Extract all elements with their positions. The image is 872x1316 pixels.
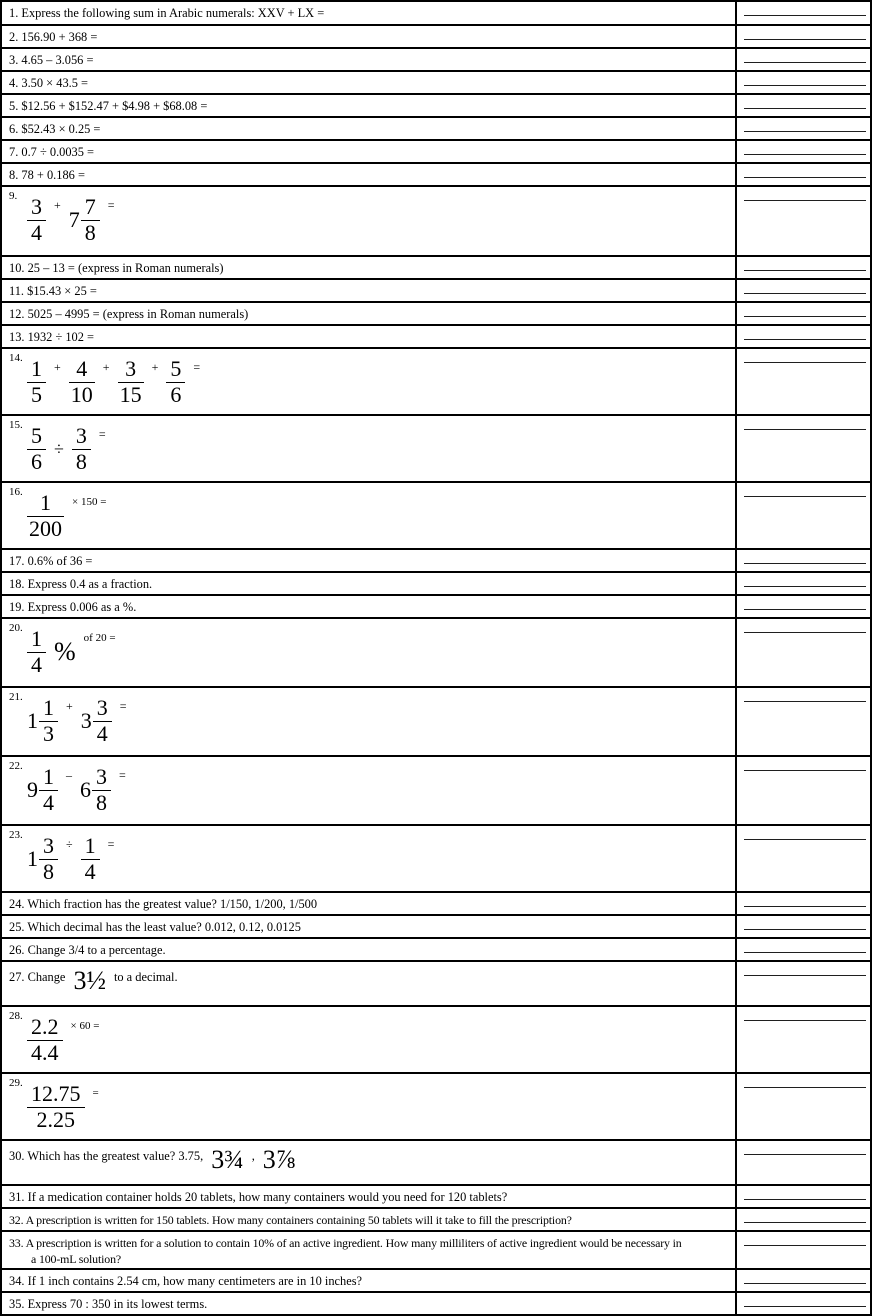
question-text: ,: [251, 1149, 255, 1163]
operator: +: [54, 360, 61, 374]
answer-cell: [737, 72, 870, 93]
answer-blank-line[interactable]: [744, 429, 866, 430]
question-text: 11. $15.43 × 25 =: [9, 284, 97, 298]
fraction: [39, 696, 58, 746]
answer-blank-line[interactable]: [744, 586, 866, 587]
question-text: 2. 156.90 + 368 =: [9, 30, 98, 44]
answer-cell: [737, 1141, 870, 1184]
answer-blank-line[interactable]: [744, 1245, 866, 1246]
question-cell: [2, 916, 737, 937]
question-text: 27. Change: [9, 970, 66, 984]
question-text: 13. 1932 ÷ 102 =: [9, 330, 95, 344]
fraction: [93, 696, 112, 746]
answer-blank-line[interactable]: [744, 270, 866, 271]
answer-cell: [737, 893, 870, 914]
question-text: 4. 3.50 × 43.5 =: [9, 76, 89, 90]
question-cell: [2, 757, 737, 824]
answer-cell: [737, 962, 870, 1005]
operator: –: [66, 768, 72, 782]
fraction: [27, 424, 46, 474]
whole-number: 1: [27, 708, 38, 734]
question-text: 35. Express 70 : 350 in its lowest terms.: [9, 1297, 208, 1311]
question-cell: [2, 95, 737, 116]
worksheet-row-18: [2, 573, 870, 596]
fraction-numerator: 3: [27, 195, 46, 221]
question-number: 16.: [9, 486, 23, 498]
fraction: [27, 1082, 85, 1132]
fraction-denominator: 8: [43, 858, 54, 884]
question-cell: [2, 1270, 737, 1291]
question-cell: [2, 1007, 737, 1072]
question-cell: [2, 257, 737, 278]
worksheet-row-35: [2, 1293, 870, 1314]
answer-blank-line[interactable]: [744, 62, 866, 63]
worksheet-row-17: [2, 550, 870, 573]
answer-blank-line[interactable]: [744, 1283, 866, 1284]
worksheet-row-6: [2, 118, 870, 141]
answer-blank-line[interactable]: [744, 316, 866, 317]
answer-blank-line[interactable]: [744, 1020, 866, 1021]
worksheet-row-10: [2, 257, 870, 280]
whole-number: 3: [80, 708, 92, 734]
answer-blank-line[interactable]: [744, 701, 866, 702]
answer-blank-line[interactable]: [744, 339, 866, 340]
fraction: [27, 195, 46, 245]
fraction-numerator: 1: [27, 357, 46, 383]
answer-blank-line[interactable]: [744, 1306, 866, 1307]
question-text: 26. Change 3/4 to a percentage.: [9, 943, 166, 957]
question-number: 15.: [9, 419, 23, 431]
mixed-number: [81, 696, 112, 746]
answer-cell: [737, 326, 870, 347]
answer-blank-line[interactable]: [744, 85, 866, 86]
answer-cell: [737, 483, 870, 548]
fraction-numerator: 3: [93, 696, 112, 722]
answer-cell: [737, 2, 870, 24]
question-cell: [2, 550, 737, 571]
answer-cell: [737, 1293, 870, 1314]
question-cell: [2, 962, 737, 1005]
answer-cell: [737, 596, 870, 617]
operator: +: [66, 699, 73, 713]
question-cell: [2, 939, 737, 960]
math-expression: [27, 834, 114, 884]
answer-cell: [737, 688, 870, 755]
answer-blank-line[interactable]: [744, 293, 866, 294]
worksheet-row-1: [2, 2, 870, 26]
worksheet-row-13: [2, 326, 870, 349]
fraction-denominator: 10: [70, 381, 93, 407]
question-number: 9.: [9, 190, 18, 202]
worksheet-row-27: [2, 962, 870, 1007]
answer-cell: [737, 757, 870, 824]
answer-blank-line[interactable]: [744, 39, 866, 40]
worksheet-row-2: [2, 26, 870, 49]
question-text: 6. $52.43 × 0.25 =: [9, 122, 101, 136]
whole-number: 1: [27, 846, 38, 872]
question-cell: [2, 72, 737, 93]
answer-cell: [737, 141, 870, 162]
fraction: [81, 834, 100, 884]
whole-number: 9: [27, 777, 38, 803]
question-cell: [2, 187, 737, 255]
answer-cell: [737, 1209, 870, 1230]
worksheet-row-24: [2, 893, 870, 916]
operator: =: [119, 699, 127, 713]
operator: =: [107, 198, 115, 212]
question-text: 17. 0.6% of 36 =: [9, 554, 93, 568]
worksheet-row-25: [2, 916, 870, 939]
question-text: 33. A prescription is written for a solution to contain 10% of an active ingredient. How many milliliters of active ingredient would be necessary in: [9, 1236, 682, 1250]
math-expression: [27, 357, 200, 407]
question-cell: [2, 164, 737, 185]
worksheet-row-23: [2, 826, 870, 893]
superscript-expression: × 150 =: [72, 496, 107, 508]
math-expression: [27, 1082, 99, 1132]
superscript-expression: × 60 =: [70, 1020, 100, 1032]
worksheet-row-11: [2, 280, 870, 303]
question-number: 23.: [9, 829, 23, 841]
operator: ÷: [66, 837, 73, 851]
superscript-expression: =: [92, 1087, 99, 1099]
fraction-denominator: 6: [170, 381, 182, 407]
question-cell: [2, 483, 737, 548]
answer-blank-line[interactable]: [744, 131, 866, 132]
question-cell: [2, 1141, 737, 1184]
whole-number: 6: [80, 777, 91, 803]
answer-blank-line[interactable]: [744, 975, 866, 976]
fraction-denominator: 8: [96, 789, 107, 815]
answer-blank-line[interactable]: [744, 108, 866, 109]
worksheet-row-26: [2, 939, 870, 962]
operator: =: [98, 427, 106, 441]
fraction-numerator: 3: [39, 834, 58, 860]
worksheet-row-9: [2, 187, 870, 257]
answer-cell: [737, 26, 870, 47]
question-text: 24. Which fraction has the greatest value? 1/150, 1/200, 1/500: [9, 897, 318, 911]
question-cell: [2, 619, 737, 686]
answer-cell: [737, 1186, 870, 1207]
fraction-denominator: 8: [75, 448, 87, 474]
worksheet-row-28: [2, 1007, 870, 1074]
answer-cell: [737, 550, 870, 571]
question-text: 8. 78 + 0.186 =: [9, 168, 85, 182]
fraction-numerator: 12.75: [27, 1082, 85, 1108]
operator: =: [107, 837, 115, 851]
question-number: 20.: [9, 622, 23, 634]
question-number: 14.: [9, 352, 23, 364]
worksheet-row-12: [2, 303, 870, 326]
question-text: 31. If a medication container holds 20 tablets, how many containers would you need for 120 tablets?: [9, 1190, 508, 1204]
operator: ÷: [54, 438, 64, 459]
question-number: 28.: [9, 1010, 23, 1022]
worksheet-row-29: [2, 1074, 870, 1141]
worksheet-row-22: [2, 757, 870, 826]
worksheet-row-21: [2, 688, 870, 757]
question-text: 12. 5025 – 4995 = (express in Roman numerals): [9, 307, 249, 321]
worksheet-row-8: [2, 164, 870, 187]
question-text: 32. A prescription is written for 150 tablets. How many containers containing 50 tablets will it take to fill the prescription?: [9, 1213, 572, 1227]
question-cell: [2, 416, 737, 481]
large-fraction-glyph: 3⅞: [262, 1145, 296, 1174]
math-expression: [27, 627, 116, 677]
fraction: [92, 765, 111, 815]
large-fraction-glyph: 3½: [73, 966, 106, 995]
question-cell: [2, 596, 737, 617]
question-cell: [2, 141, 737, 162]
fraction-denominator: 4.4: [31, 1039, 59, 1065]
math-expression: [9, 967, 178, 994]
fraction: [69, 357, 95, 407]
fraction: [27, 491, 64, 541]
question-cell: [2, 1074, 737, 1139]
fraction-numerator: 3: [92, 765, 111, 791]
answer-cell: [737, 187, 870, 255]
fraction-numerator: 4: [69, 357, 95, 383]
answer-cell: [737, 49, 870, 70]
worksheet-row-20: [2, 619, 870, 688]
question-cell: [2, 893, 737, 914]
answer-blank-line[interactable]: [744, 362, 866, 363]
fraction: [39, 834, 58, 884]
mixed-number: [80, 765, 111, 815]
fraction-numerator: 3: [118, 357, 144, 383]
answer-cell: [737, 280, 870, 301]
fraction: [27, 1015, 63, 1065]
question-cell: [2, 326, 737, 347]
question-cell: [2, 573, 737, 594]
answer-blank-line[interactable]: [744, 154, 866, 155]
fraction-denominator: 4: [31, 651, 42, 677]
fraction: [81, 195, 100, 245]
fraction-numerator: 7: [81, 195, 100, 221]
worksheet-row-14: [2, 349, 870, 416]
whole-number: 7: [68, 207, 80, 233]
answer-cell: [737, 1007, 870, 1072]
operator: =: [193, 360, 201, 374]
answer-blank-line[interactable]: [744, 632, 866, 633]
math-expression: [27, 1015, 99, 1065]
math-expression: [27, 696, 127, 746]
worksheet-row-3: [2, 49, 870, 72]
superscript-expression: of 20 =: [83, 632, 116, 644]
math-expression: [27, 195, 115, 245]
fraction-denominator: 8: [84, 219, 96, 245]
answer-blank-line[interactable]: [744, 929, 866, 930]
math-expression: [27, 491, 106, 541]
fraction-denominator: 2.25: [36, 1106, 75, 1132]
answer-cell: [737, 1074, 870, 1139]
mixed-number: [27, 765, 58, 815]
question-cell: [2, 688, 737, 755]
worksheet-row-19: [2, 596, 870, 619]
fraction-numerator: 1: [27, 627, 46, 653]
answer-blank-line[interactable]: [744, 1199, 866, 1200]
answer-cell: [737, 1232, 870, 1268]
fraction-numerator: 1: [81, 834, 100, 860]
worksheet-row-16: [2, 483, 870, 550]
fraction: [27, 357, 46, 407]
fraction: [39, 765, 58, 815]
question-cell: [2, 1232, 737, 1268]
question-cell: [2, 1293, 737, 1314]
fraction-numerator: 5: [166, 357, 185, 383]
question-text: 3. 4.65 – 3.056 =: [9, 53, 94, 67]
fraction-denominator: 6: [31, 448, 42, 474]
operator: +: [102, 360, 110, 374]
question-cell: [2, 1186, 737, 1207]
question-cell: [2, 303, 737, 324]
answer-blank-line[interactable]: [744, 952, 866, 953]
question-cell: [2, 118, 737, 139]
mixed-number: [27, 696, 58, 746]
question-number: 22.: [9, 760, 23, 772]
question-text: 19. Express 0.006 as a %.: [9, 600, 137, 614]
question-cell: [2, 49, 737, 70]
worksheet-row-7: [2, 141, 870, 164]
answer-cell: [737, 916, 870, 937]
large-fraction-glyph: %: [54, 637, 76, 667]
question-cell: [2, 280, 737, 301]
answer-blank-line[interactable]: [744, 770, 866, 771]
math-expression: [27, 765, 126, 815]
answer-cell: [737, 95, 870, 116]
question-text: to a decimal.: [113, 970, 178, 984]
answer-blank-line[interactable]: [744, 200, 866, 201]
fraction-denominator: 4: [43, 789, 54, 815]
fraction-denominator: 4: [84, 858, 96, 884]
question-text: 7. 0.7 ÷ 0.0035 =: [9, 145, 95, 159]
answer-blank-line[interactable]: [744, 177, 866, 178]
fraction: [27, 627, 46, 677]
fraction-numerator: 2.2: [27, 1015, 63, 1041]
answer-cell: [737, 573, 870, 594]
fraction-denominator: 4: [96, 720, 108, 746]
question-text: 18. Express 0.4 as a fraction.: [9, 577, 153, 591]
answer-blank-line[interactable]: [744, 563, 866, 564]
answer-cell: [737, 416, 870, 481]
question-text: 5. $12.56 + $152.47 + $4.98 + $68.08 =: [9, 99, 208, 113]
math-expression: [9, 1146, 295, 1173]
mixed-number: [27, 834, 58, 884]
question-text: a 100-mL solution?: [31, 1252, 121, 1267]
answer-cell: [737, 939, 870, 960]
answer-blank-line[interactable]: [744, 496, 866, 497]
fraction-denominator: 5: [31, 381, 42, 407]
question-number: 21.: [9, 691, 23, 703]
math-expression: [27, 424, 106, 474]
operator: =: [119, 768, 126, 782]
worksheet-row-34: [2, 1270, 870, 1293]
answer-blank-line[interactable]: [744, 1154, 866, 1155]
answer-cell: [737, 349, 870, 414]
answer-blank-line[interactable]: [744, 839, 866, 840]
question-text: 30. Which has the greatest value? 3.75,: [9, 1149, 204, 1163]
answer-blank-line[interactable]: [744, 906, 866, 907]
answer-blank-line[interactable]: [744, 15, 866, 16]
fraction-numerator: 1: [39, 696, 58, 722]
fraction-numerator: 1: [39, 765, 58, 791]
worksheet-row-4: [2, 72, 870, 95]
worksheet-row-31: [2, 1186, 870, 1209]
fraction-denominator: 200: [29, 515, 62, 541]
answer-blank-line[interactable]: [744, 1087, 866, 1088]
fraction-numerator: 3: [72, 424, 91, 450]
fraction-denominator: 3: [43, 720, 54, 746]
worksheet-row-15: [2, 416, 870, 483]
operator: +: [54, 198, 61, 212]
operator: +: [151, 360, 159, 374]
fraction: [118, 357, 144, 407]
question-text: 34. If 1 inch contains 2.54 cm, how many centimeters are in 10 inches?: [9, 1274, 363, 1288]
worksheet-row-32: [2, 1209, 870, 1232]
question-cell: [2, 826, 737, 891]
answer-cell: [737, 118, 870, 139]
answer-blank-line[interactable]: [744, 609, 866, 610]
question-cell: [2, 349, 737, 414]
worksheet-rows: [2, 2, 870, 1314]
answer-cell: [737, 1270, 870, 1291]
question-cell: [2, 1209, 737, 1230]
fraction-numerator: 1: [27, 491, 64, 517]
fraction: [72, 424, 91, 474]
question-cell: [2, 2, 737, 24]
answer-cell: [737, 619, 870, 686]
fraction-denominator: 15: [119, 381, 142, 407]
worksheet-row-33: [2, 1232, 870, 1270]
fraction-numerator: 5: [27, 424, 46, 450]
question-text: 25. Which decimal has the least value? 0.012, 0.12, 0.0125: [9, 920, 301, 934]
worksheet-row-30: [2, 1141, 870, 1186]
question-cell: [2, 26, 737, 47]
worksheet-row-5: [2, 95, 870, 118]
answer-cell: [737, 303, 870, 324]
question-text: 10. 25 – 13 = (express in Roman numerals): [9, 261, 224, 275]
answer-cell: [737, 826, 870, 891]
fraction-denominator: 4: [31, 219, 42, 245]
large-fraction-glyph: 3¾: [211, 1145, 244, 1174]
mixed-number: [69, 195, 100, 245]
answer-blank-line[interactable]: [744, 1222, 866, 1223]
fraction: [166, 357, 185, 407]
question-number: 29.: [9, 1077, 23, 1089]
answer-cell: [737, 164, 870, 185]
question-text: 1. Express the following sum in Arabic numerals: XXV + LX =: [9, 6, 325, 20]
answer-cell: [737, 257, 870, 278]
